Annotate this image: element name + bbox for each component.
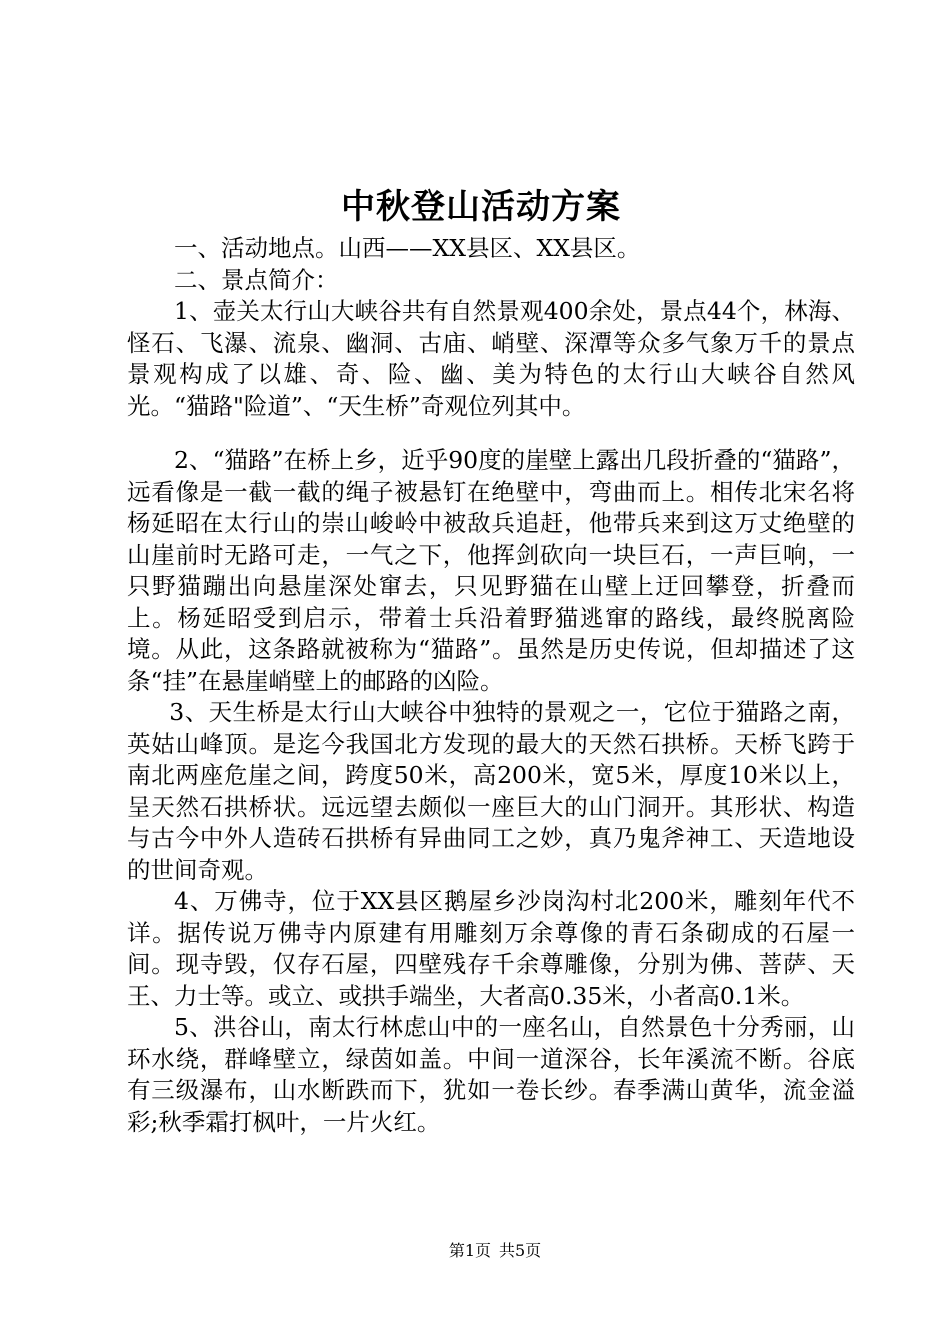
paragraph-grand-canyon: 1、壶关太行山大峡谷共有自然景观400余处，景点44个，林海、怪石、飞瀑、流泉、幽洞、古庙、峭壁、深潭等众多气象万千的景点景观构成了以雄、奇、险、幽、美为特色的太行山大峡谷自然风光。“猫路"险道”、“天生桥”奇观位列其中。: [127, 297, 855, 420]
document-title: 中秋登山活动方案: [341, 187, 621, 227]
total-pages: 共5页: [499, 1241, 542, 1260]
paragraph-natural-bridge: 3、天生桥是太行山大峡谷中独特的景观之一，它位于猫路之南，英姑山峰顶。是迄今我国北方发现的最大的天然石拱桥。天桥飞跨于南北两座危崖之间，跨度50米，高200米，宽5米，厚度10米以上，呈天然石拱桥状。远远望去颇似一座巨大的山门洞开。其形状、构造与古今中外人造砖石拱桥有异曲同工之妙，真乃鬼斧神工、天造地设的世间奇观。: [127, 698, 855, 884]
paragraph-cat-road: 2、“猫路”在桥上乡，近乎90度的崖壁上露出几段折叠的“猫路”，远看像是一截一截的绳子被悬钉在绝壁中，弯曲而上。相传北宋名将杨延昭在太行山的崇山峻岭中被敌兵追赶，他带兵来到这万丈绝壁的山崖前时无路可走，一气之下，他挥剑砍向一块巨石，一声巨响，一只野猫蹦出向悬崖深处窜去，只见野猫在山壁上迂回攀登，折叠而上。杨延昭受到启示，带着士兵沿着野猫逃窜的路线，最终脱离险境。从此，这条路就被称为“猫路”。虽然是历史传说，但却描述了这条“挂”在悬崖峭壁上的邮路的凶险。: [127, 446, 855, 695]
page-number: 第1页: [448, 1241, 491, 1260]
paragraph-wanfo-temple: 4、万佛寺，位于XX县区鹅屋乡沙岗沟村北200米，雕刻年代不详。据传说万佛寺内原建有用雕刻万余尊像的青石条砌成的石屋一间。现寺毁，仅存石屋，四壁残存千余尊雕像，分别为佛、菩萨、天王、力士等。或立、或拱手端坐，大者高0.35米，小者高0.1米。: [127, 887, 855, 1010]
paragraph-honggu-mountain: 5、洪谷山，南太行林虑山中的一座名山，自然景色十分秀丽，山环水绕，群峰壁立，绿茵如盖。中间一道深谷，长年溪流不断。谷底有三级瀑布，山水断跌而下，犹如一卷长纱。春季满山黄华，流金溢彩;秋季霜打枫叶，一片火红。: [127, 1013, 855, 1136]
document-body: [127, 233, 855, 1138]
page-footer: [0, 1239, 950, 1263]
paragraph-location: 一、活动地点。山西——XX县区、XX县区。: [174, 234, 641, 262]
paragraph-intro-heading: 二、景点简介：: [174, 265, 339, 294]
